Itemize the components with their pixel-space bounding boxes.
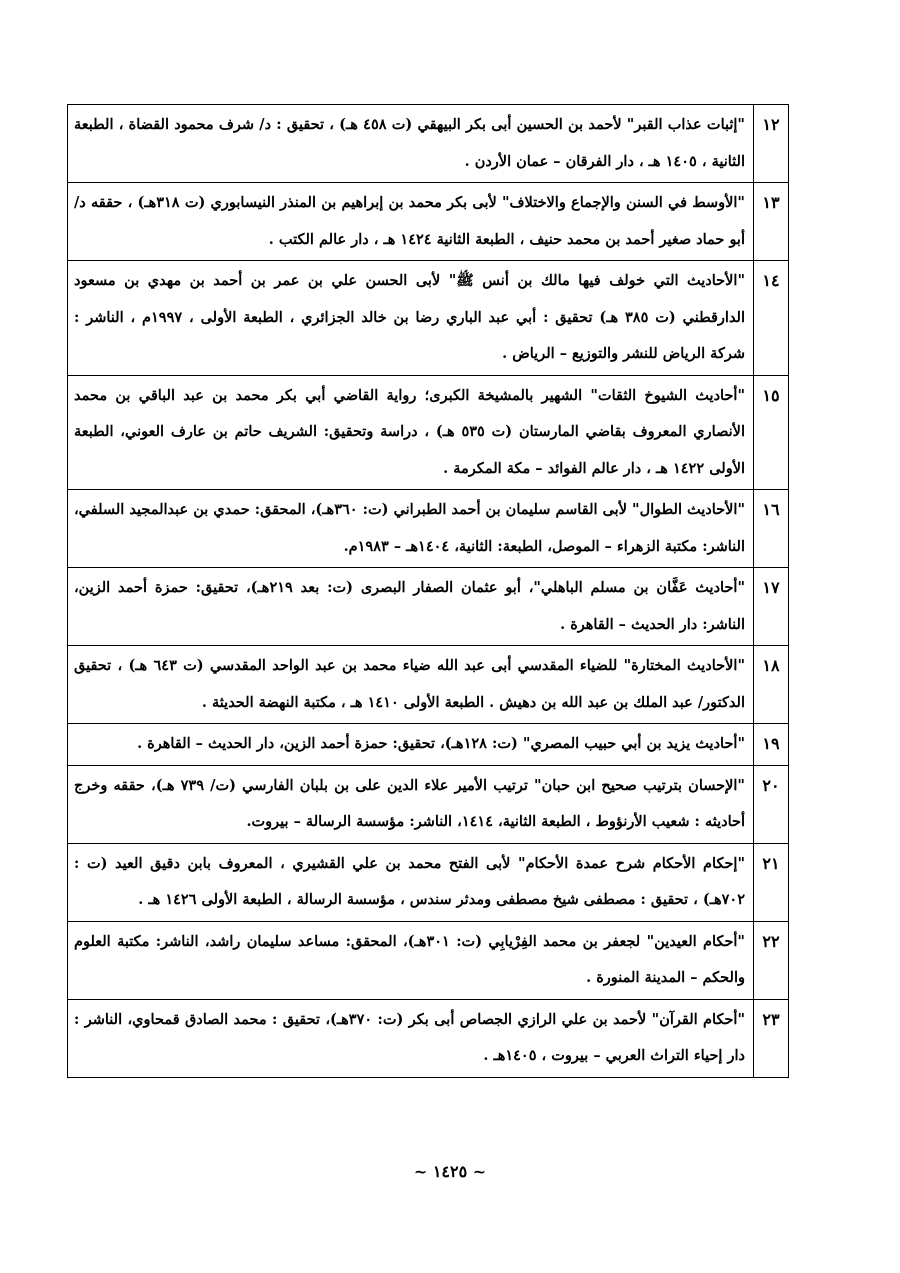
reference-text: "إثبات عذاب القبر" لأحمد بن الحسين أبى بكر البيهقي (ت ٤٥٨ هـ) ، تحقيق : د/ شرف محمود القضاة ، الطبعة الثانية ، ١٤٠٥ هـ ، دار الفرقان – عمان الأردن .: [68, 105, 754, 183]
reference-number: ٢٠: [754, 765, 789, 843]
reference-row: [68, 183, 789, 261]
reference-row: [68, 375, 789, 490]
reference-number: ١٦: [754, 490, 789, 568]
reference-number: ١٩: [754, 724, 789, 766]
references-table: [67, 104, 789, 1078]
reference-row: [68, 843, 789, 921]
reference-text: "أحاديث يزيد بن أبي حبيب المصري" (ت: ١٢٨هـ)، تحقيق: حمزة أحمد الزين، دار الحديث – القاهرة .: [68, 724, 754, 766]
reference-row: [68, 724, 789, 766]
reference-row: [68, 765, 789, 843]
references-table-body: [68, 105, 789, 1078]
reference-row: [68, 921, 789, 999]
reference-row: [68, 261, 789, 376]
reference-number: ١٤: [754, 261, 789, 376]
reference-number: ١٧: [754, 568, 789, 646]
reference-number: ١٣: [754, 183, 789, 261]
reference-number: ٢١: [754, 843, 789, 921]
reference-text: "أحكام القرآن" لأحمد بن علي الرازي الجصاص أبى بكر (ت: ٣٧٠هـ)، تحقيق : محمد الصادق قمحاوي، الناشر : دار إحياء التراث العربي – بيروت ، ١٤٠٥هـ .: [68, 999, 754, 1077]
page-number: ~ ١٤٢٥ ~: [413, 1162, 487, 1181]
reference-row: [68, 105, 789, 183]
reference-text: "الأحاديث التي خولف فيها مالك بن أنس ﷺ" لأبى الحسن علي بن عمر بن أحمد بن مهدي بن مسعود الدارقطني (ت ٣٨٥ هـ) تحقيق : أبي عبد الباري رضا بن خالد الجزائري ، الطبعة الأولى ، ١٩٩٧م ، الناشر : شركة الرياض للنشر والتوزيع – الرياض .: [68, 261, 754, 376]
reference-row: [68, 646, 789, 724]
reference-text: "الأحاديث الطوال" لأبى القاسم سليمان بن أحمد الطبراني (ت: ٣٦٠هـ)، المحقق: حمدي بن عبدالمجيد السلفي، الناشر: مكتبة الزهراء – الموصل، الطبعة: الثانية، ١٤٠٤هـ – ١٩٨٣م.: [68, 490, 754, 568]
reference-text: "الإحسان بترتيب صحيح ابن حبان" ترتيب الأمير علاء الدين على بن بلبان الفارسي (ت/ ٧٣٩ هـ)، حققه وخرج أحاديثه : شعيب الأرنؤوط ، الطبعة الثانية، ١٤١٤، الناشر: مؤسسة الرسالة – بيروت.: [68, 765, 754, 843]
reference-number: ١٥: [754, 375, 789, 490]
reference-text: "إحكام الأحكام شرح عمدة الأحكام" لأبى الفتح محمد بن علي القشيري ، المعروف بابن دقيق العيد (ت : ٧٠٢هـ) ، تحقيق : مصطفى شيخ مصطفى ومدثر سندس ، مؤسسة الرسالة ، الطبعة الأولى ١٤٢٦ هـ .: [68, 843, 754, 921]
reference-number: ١٨: [754, 646, 789, 724]
reference-number: ٢٢: [754, 921, 789, 999]
reference-number: ١٢: [754, 105, 789, 183]
reference-text: "أحكام العيدين" لجعفر بن محمد الفِرْيابِي (ت: ٣٠١هـ)، المحقق: مساعد سليمان راشد، الناشر: مكتبة العلوم والحكم – المدينة المنورة .: [68, 921, 754, 999]
reference-text: "أحاديث الشيوخ الثقات" الشهير بالمشيخة الكبرى؛ رواية القاضي أبي بكر محمد بن عبد الباقي بن محمد الأنصاري المعروف بقاضي المارستان (ت ٥٣٥ هـ) ، دراسة وتحقيق: الشريف حاتم بن عارف العوني، الطبعة الأولى ١٤٢٢ هـ ، دار عالم الفوائد – مكة المكرمة .: [68, 375, 754, 490]
reference-text: "الأوسط في السنن والإجماع والاختلاف" لأبى بكر محمد بن إبراهيم بن المنذر النيسابوري (ت ٣١٨هـ) ، حققه د/ أبو حماد صغير أحمد بن محمد حنيف ، الطبعة الثانية ١٤٢٤ هـ ، دار عالم الكتب .: [68, 183, 754, 261]
reference-text: "أحاديث عَفَّان بن مسلم الباهلي"، أبو عثمان الصفار البصرى (ت: بعد ٢١٩هـ)، تحقيق: حمزة أحمد الزين، الناشر: دار الحديث – القاهرة .: [68, 568, 754, 646]
reference-number: ٢٣: [754, 999, 789, 1077]
reference-text: "الأحاديث المختارة" للضياء المقدسي أبى عبد الله ضياء محمد بن عبد الواحد المقدسي (ت ٦٤٣ هـ) ، تحقيق الدكتور/ عبد الملك بن عبد الله بن دهيش . الطبعة الأولى ١٤١٠ هـ ، مكتبة النهضة الحديثة .: [68, 646, 754, 724]
reference-row: [68, 999, 789, 1077]
reference-row: [68, 568, 789, 646]
reference-row: [68, 490, 789, 568]
